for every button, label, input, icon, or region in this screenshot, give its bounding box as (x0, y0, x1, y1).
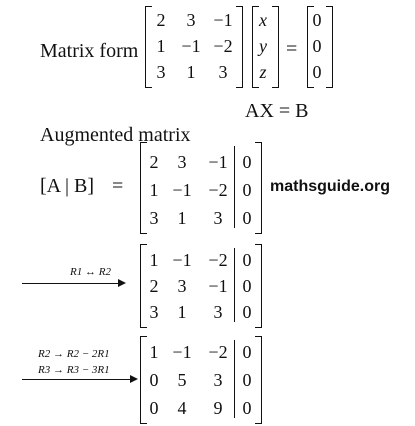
matrix-form-label: Matrix form (40, 40, 139, 62)
aug3-cell-r1-c2: −1 (172, 342, 192, 362)
aug1-cell-r3-c2: 1 (177, 208, 187, 228)
axb-equation: AX = B (245, 100, 309, 122)
aug3-cell-r3-c3: 9 (213, 398, 223, 418)
step2-arrow-head-icon (130, 375, 138, 383)
vector_B-cell-r2-c1: 0 (312, 36, 322, 56)
aug2-cell-r1-c2: −1 (172, 250, 192, 270)
aug1-cell-r1-c4: 0 (242, 152, 252, 172)
aug1-cell-r1-c2: 3 (177, 152, 187, 172)
aug3-cell-r2-c4: 0 (242, 370, 252, 390)
aug1-cell-r2-c3: −2 (208, 180, 228, 200)
aug1-cell-r2-c4: 0 (242, 180, 252, 200)
aug2-cell-r2-c2: 3 (177, 276, 187, 296)
aug2-cell-r2-c4: 0 (242, 276, 252, 296)
aug3-cell-r2-c3: 3 (213, 370, 223, 390)
aug2-cell-r2-c1: 2 (149, 276, 159, 296)
aug3-cell-r2-c1: 0 (149, 370, 159, 390)
aug1-cell-r1-c1: 2 (149, 152, 159, 172)
aug3-cell-r3-c4: 0 (242, 398, 252, 418)
matrix_A-cell-r2-c2: −1 (181, 36, 201, 56)
equals-sign: = (286, 38, 298, 60)
matrix_A-cell-r3-c1: 3 (156, 62, 166, 82)
matrix_A-cell-r2-c1: 1 (156, 36, 166, 56)
aug2-cell-r1-c3: −2 (208, 250, 228, 270)
step2-arrow-line (22, 379, 132, 380)
row-op-r3: R3 → R3 − 3R1 (38, 364, 110, 376)
aug2-cell-r3-c2: 1 (177, 302, 187, 322)
matrix_A-cell-r1-c3: −1 (213, 10, 233, 30)
aug1-cell-r3-c1: 3 (149, 208, 159, 228)
aug3-cell-r2-c2: 5 (177, 370, 187, 390)
vector_X-cell-r1-c1: x (259, 10, 267, 30)
aug1-cell-r2-c2: −1 (172, 180, 192, 200)
vector_B-cell-r3-c1: 0 (312, 62, 322, 82)
matrix_A-cell-r2-c3: −2 (213, 36, 233, 56)
augmented-matrix-heading: Augmented matrix (40, 124, 191, 146)
augmented-label: [A | B] (40, 175, 95, 197)
row-op-r2: R2 → R2 − 2R1 (38, 348, 110, 360)
aug2-cell-r1-c1: 1 (149, 250, 159, 270)
aug1-cell-r3-c3: 3 (213, 208, 223, 228)
step1-arrow-line (22, 283, 120, 284)
aug3-cell-r1-c3: −2 (208, 342, 228, 362)
aug1-cell-r3-c4: 0 (242, 208, 252, 228)
vector_X-cell-r3-c1: z (259, 62, 267, 82)
aug3-cell-r3-c2: 4 (177, 398, 187, 418)
aug2-cell-r2-c3: −1 (208, 276, 228, 296)
matrix_A-cell-r3-c3: 3 (218, 62, 228, 82)
aug3-cell-r1-c1: 1 (149, 342, 159, 362)
vector_X-cell-r2-c1: y (259, 36, 267, 56)
aug2-cell-r1-c4: 0 (242, 250, 252, 270)
matrix_A-cell-r1-c2: 3 (186, 10, 196, 30)
aug1-cell-r1-c3: −1 (208, 152, 228, 172)
matrix_A-cell-r3-c2: 1 (186, 62, 196, 82)
row-op-swap: R1 ↔ R2 (70, 266, 111, 278)
aug3-cell-r1-c4: 0 (242, 342, 252, 362)
watermark-brand: mathsguide.org (270, 178, 391, 195)
aug3-cell-r3-c1: 0 (149, 398, 159, 418)
aug2-cell-r3-c1: 3 (149, 302, 159, 322)
step1-arrow-head-icon (118, 279, 126, 287)
aug2-cell-r3-c3: 3 (213, 302, 223, 322)
augmented-equals: = (112, 175, 124, 197)
matrix_A-cell-r1-c1: 2 (156, 10, 166, 30)
vector_B-cell-r1-c1: 0 (312, 10, 322, 30)
aug2-cell-r3-c4: 0 (242, 302, 252, 322)
aug1-cell-r2-c1: 1 (149, 180, 159, 200)
